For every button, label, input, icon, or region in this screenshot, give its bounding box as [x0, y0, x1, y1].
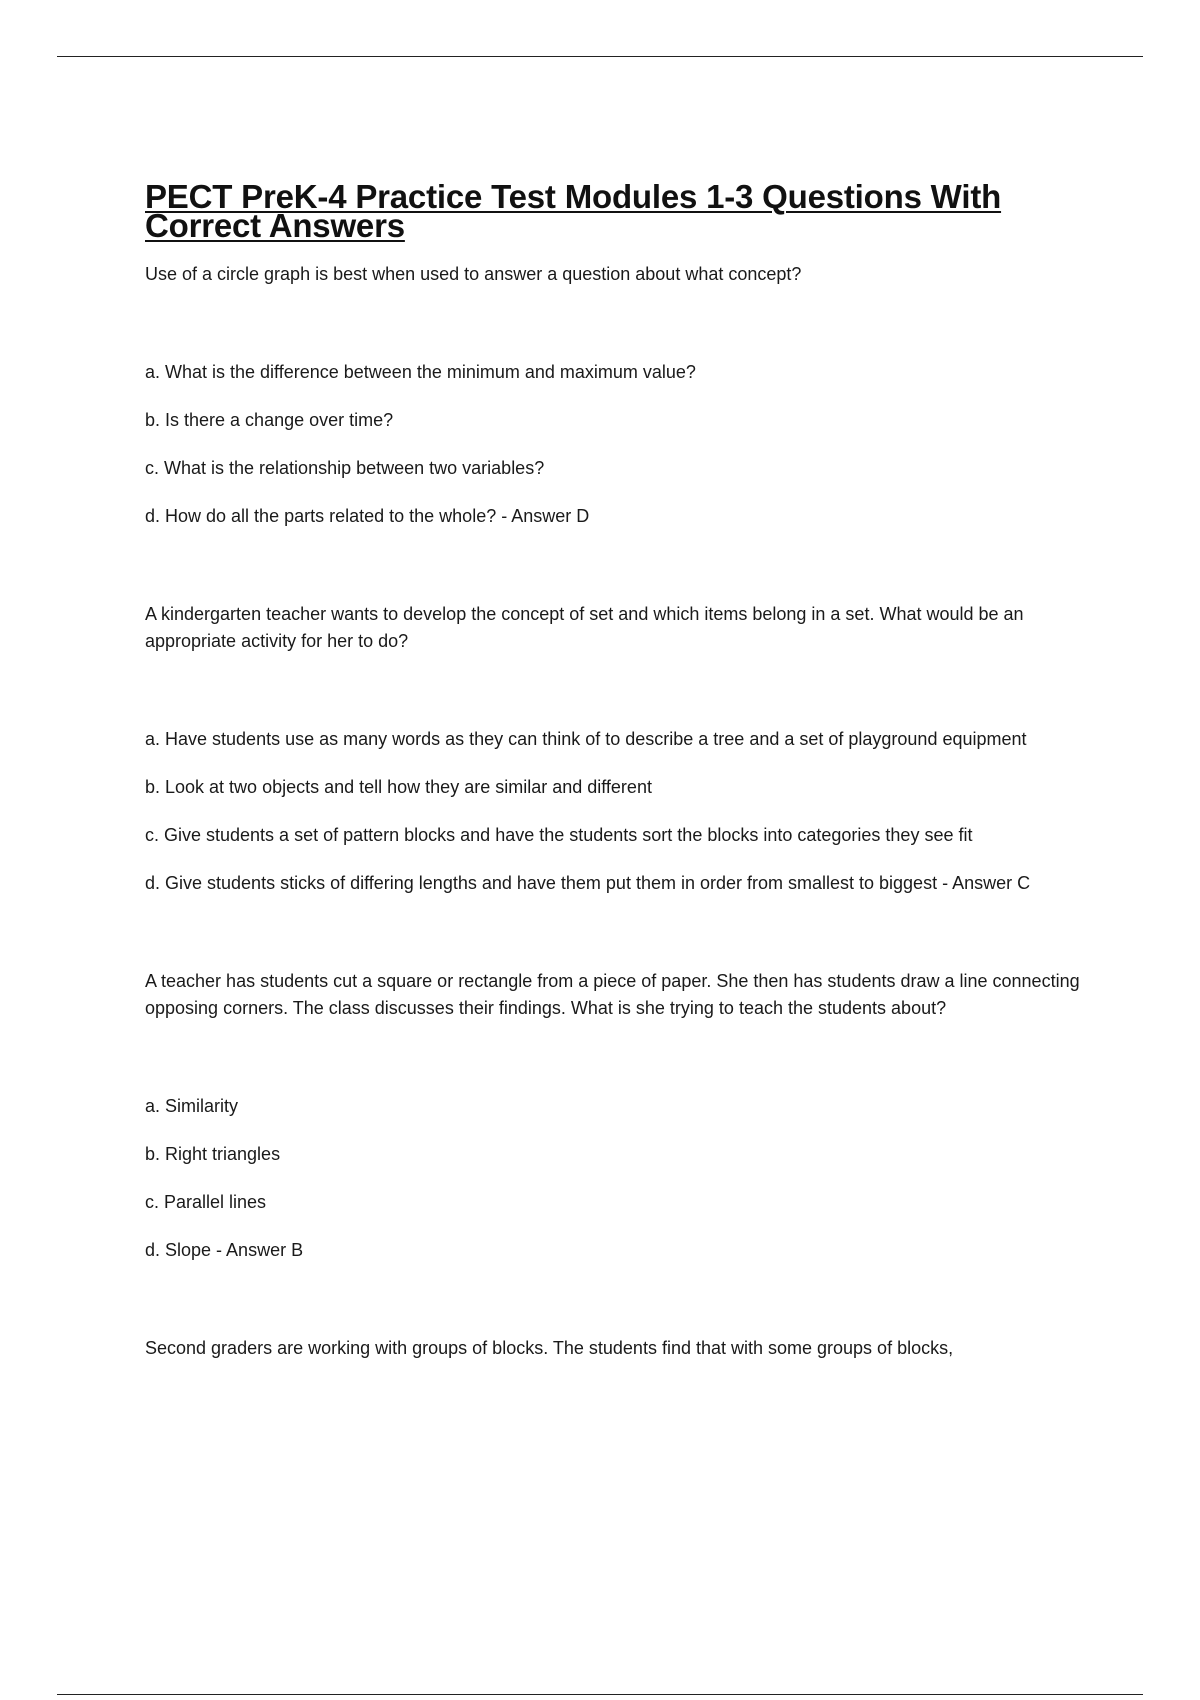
answer-option: c. Give students a set of pattern blocks and have the students sort the blocks into categories they see fit: [145, 825, 973, 845]
question-block-3: [145, 968, 1095, 1264]
answer-option: a. What is the difference between the minimum and maximum value?: [145, 362, 696, 382]
answer-option: b. Look at two objects and tell how they are similar and different: [145, 777, 652, 797]
question-block-4: [145, 1335, 1095, 1362]
header-rule: [57, 56, 1143, 57]
question-text: Second graders are working with groups of blocks. The students find that with some groups of blocks,: [145, 1338, 954, 1358]
answer-option: b. Is there a change over time?: [145, 410, 394, 430]
footer-rule: [57, 1694, 1143, 1695]
answer-option: a. Have students use as many words as they can think of to describe a tree and a set of playground equipment: [145, 729, 1027, 749]
answer-option: c. What is the relationship between two variables?: [145, 458, 545, 478]
answer-option: d. Give students sticks of differing lengths and have them put them in order from smallest to biggest - Answer C: [145, 873, 1031, 893]
question-text: A teacher has students cut a square or rectangle from a piece of paper. She then has students draw a line connecting opposing corners. The class discusses their findings. What is she trying to teach the students about?: [145, 971, 1080, 1018]
answer-option: c. Parallel lines: [145, 1192, 267, 1212]
document-body: [145, 178, 1095, 1362]
question-text: A kindergarten teacher wants to develop the concept of set and which items belong in a set. What would be an appropriate activity for her to do?: [145, 604, 1024, 651]
question-text: Use of a circle graph is best when used to answer a question about what concept?: [145, 264, 802, 284]
question-block-2: [145, 601, 1095, 897]
answer-option: b. Right triangles: [145, 1144, 281, 1164]
answer-option: d. How do all the parts related to the whole? - Answer D: [145, 506, 590, 526]
document-title: PECT PreK-4 Practice Test Modules 1-3 Questions With Correct Answers: [145, 178, 1002, 244]
answer-option: a. Similarity: [145, 1096, 239, 1116]
answer-option: d. Slope - Answer B: [145, 1240, 304, 1260]
question-block-1: [145, 261, 1095, 530]
